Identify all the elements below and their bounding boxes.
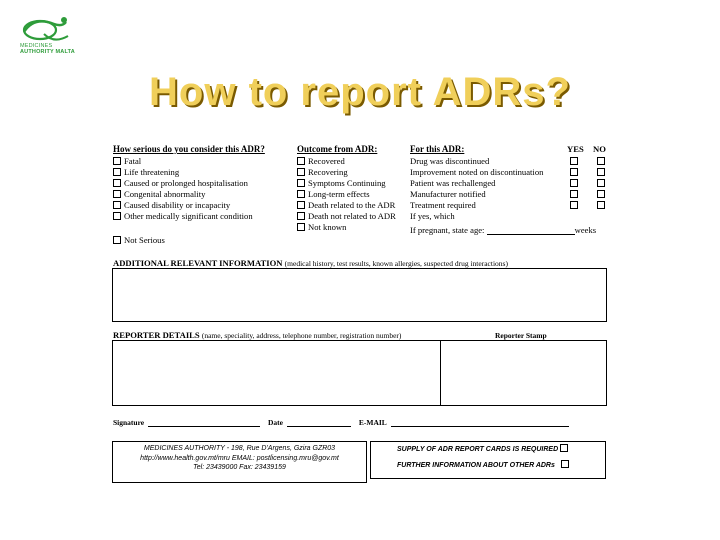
no-header: NO [593, 144, 606, 154]
list-item: Fatal [113, 156, 253, 167]
list-item: Drug was discontinued [410, 156, 490, 166]
supply-cards-option: SUPPLY OF ADR REPORT CARDS IS REQUIRED [397, 442, 605, 458]
authority-contact-box: MEDICINES AUTHORITY - 198, Rue D'Argens, Gzira GZR03 http://www.health.gov.mt/mru EMAIL: postlicensing.mru@gov.mt Tel: 23439000 Fax: 23439159 [112, 441, 367, 483]
checkbox[interactable] [570, 201, 578, 209]
list-item: Life threatening [113, 167, 253, 178]
reporter-details-label: REPORTER DETAILS (name, speciality, address, telephone number, registration number) [113, 330, 402, 340]
page-title: How to report ADRs? [149, 70, 571, 114]
checkbox[interactable] [297, 190, 305, 198]
checkbox[interactable] [570, 157, 578, 165]
seriousness-list [113, 156, 253, 222]
for-adr-header: For this ADR: [410, 144, 465, 154]
checkbox[interactable] [597, 201, 605, 209]
further-info-option: FURTHER INFORMATION ABOUT OTHER ADRs [397, 458, 605, 474]
for-adr-list [410, 156, 543, 222]
seriousness-header: How serious do you consider this ADR? [113, 144, 265, 154]
additional-info-field[interactable] [112, 268, 607, 322]
pregnancy-weeks-field[interactable] [487, 234, 575, 235]
list-item: Treatment required [410, 200, 476, 210]
checkbox[interactable] [113, 190, 121, 198]
signature-field[interactable] [148, 426, 260, 427]
checkbox[interactable] [597, 168, 605, 176]
adr-report-form [110, 138, 610, 483]
reporter-stamp-label: Reporter Stamp [495, 331, 547, 340]
list-item: If yes, which [410, 211, 455, 221]
list-item: Manufacturer notified [410, 189, 486, 199]
checkbox[interactable] [297, 179, 305, 187]
checkbox[interactable] [570, 179, 578, 187]
list-item: Caused or prolonged hospitalisation [113, 178, 253, 189]
list-item: Recovering [297, 167, 396, 178]
checkbox[interactable] [113, 236, 121, 244]
email-field[interactable] [391, 426, 569, 427]
date-field[interactable] [287, 426, 351, 427]
checkbox[interactable] [297, 212, 305, 220]
checkbox[interactable] [113, 179, 121, 187]
checkbox[interactable] [113, 157, 121, 165]
checkbox[interactable] [597, 179, 605, 187]
list-item: Symptoms Continuing [297, 178, 396, 189]
signature-row: Signature Date E-MAIL [113, 418, 569, 427]
yes-checkboxes [570, 156, 581, 211]
no-checkboxes [597, 156, 608, 211]
checkbox[interactable] [297, 201, 305, 209]
logo-line1: MEDICINES [20, 43, 53, 49]
list-item: Long-term effects [297, 189, 396, 200]
yes-header: YES [567, 144, 584, 154]
checkbox[interactable] [113, 212, 121, 220]
checkbox[interactable] [597, 157, 605, 165]
list-item: Death related to the ADR [297, 200, 396, 211]
checkbox[interactable] [297, 223, 305, 231]
list-item: Other medically significant condition [113, 211, 253, 222]
checkbox[interactable] [570, 190, 578, 198]
checkbox[interactable] [561, 460, 569, 468]
outcome-list [297, 156, 396, 233]
list-item: Congenital abnormality [113, 189, 253, 200]
checkbox[interactable] [113, 168, 121, 176]
checkbox[interactable] [113, 201, 121, 209]
checkbox[interactable] [570, 168, 578, 176]
checkbox[interactable] [597, 190, 605, 198]
list-item: Improvement noted on discontinuation [410, 167, 544, 177]
logo-line2: AUTHORITY MALTA [20, 49, 75, 55]
outcome-header: Outcome from ADR: [297, 144, 378, 154]
not-serious-option: Not Serious [113, 235, 165, 245]
list-item: Not known [297, 222, 396, 233]
list-item: Patient was rechallenged [410, 178, 496, 188]
list-item: Caused disability or incapacity [113, 200, 253, 211]
reporter-stamp-field[interactable] [440, 340, 607, 406]
checkbox[interactable] [297, 157, 305, 165]
reporter-details-field[interactable] [112, 340, 441, 406]
checkbox[interactable] [560, 444, 568, 452]
additional-info-label: ADDITIONAL RELEVANT INFORMATION (medical history, test results, known allergies, suspected drug interactions) [113, 258, 508, 268]
request-box [370, 441, 606, 479]
pregnancy-row: If pregnant, state age: weeks [410, 225, 597, 235]
list-item: Death not related to ADR [297, 211, 396, 222]
checkbox[interactable] [297, 168, 305, 176]
list-item: Recovered [297, 156, 396, 167]
